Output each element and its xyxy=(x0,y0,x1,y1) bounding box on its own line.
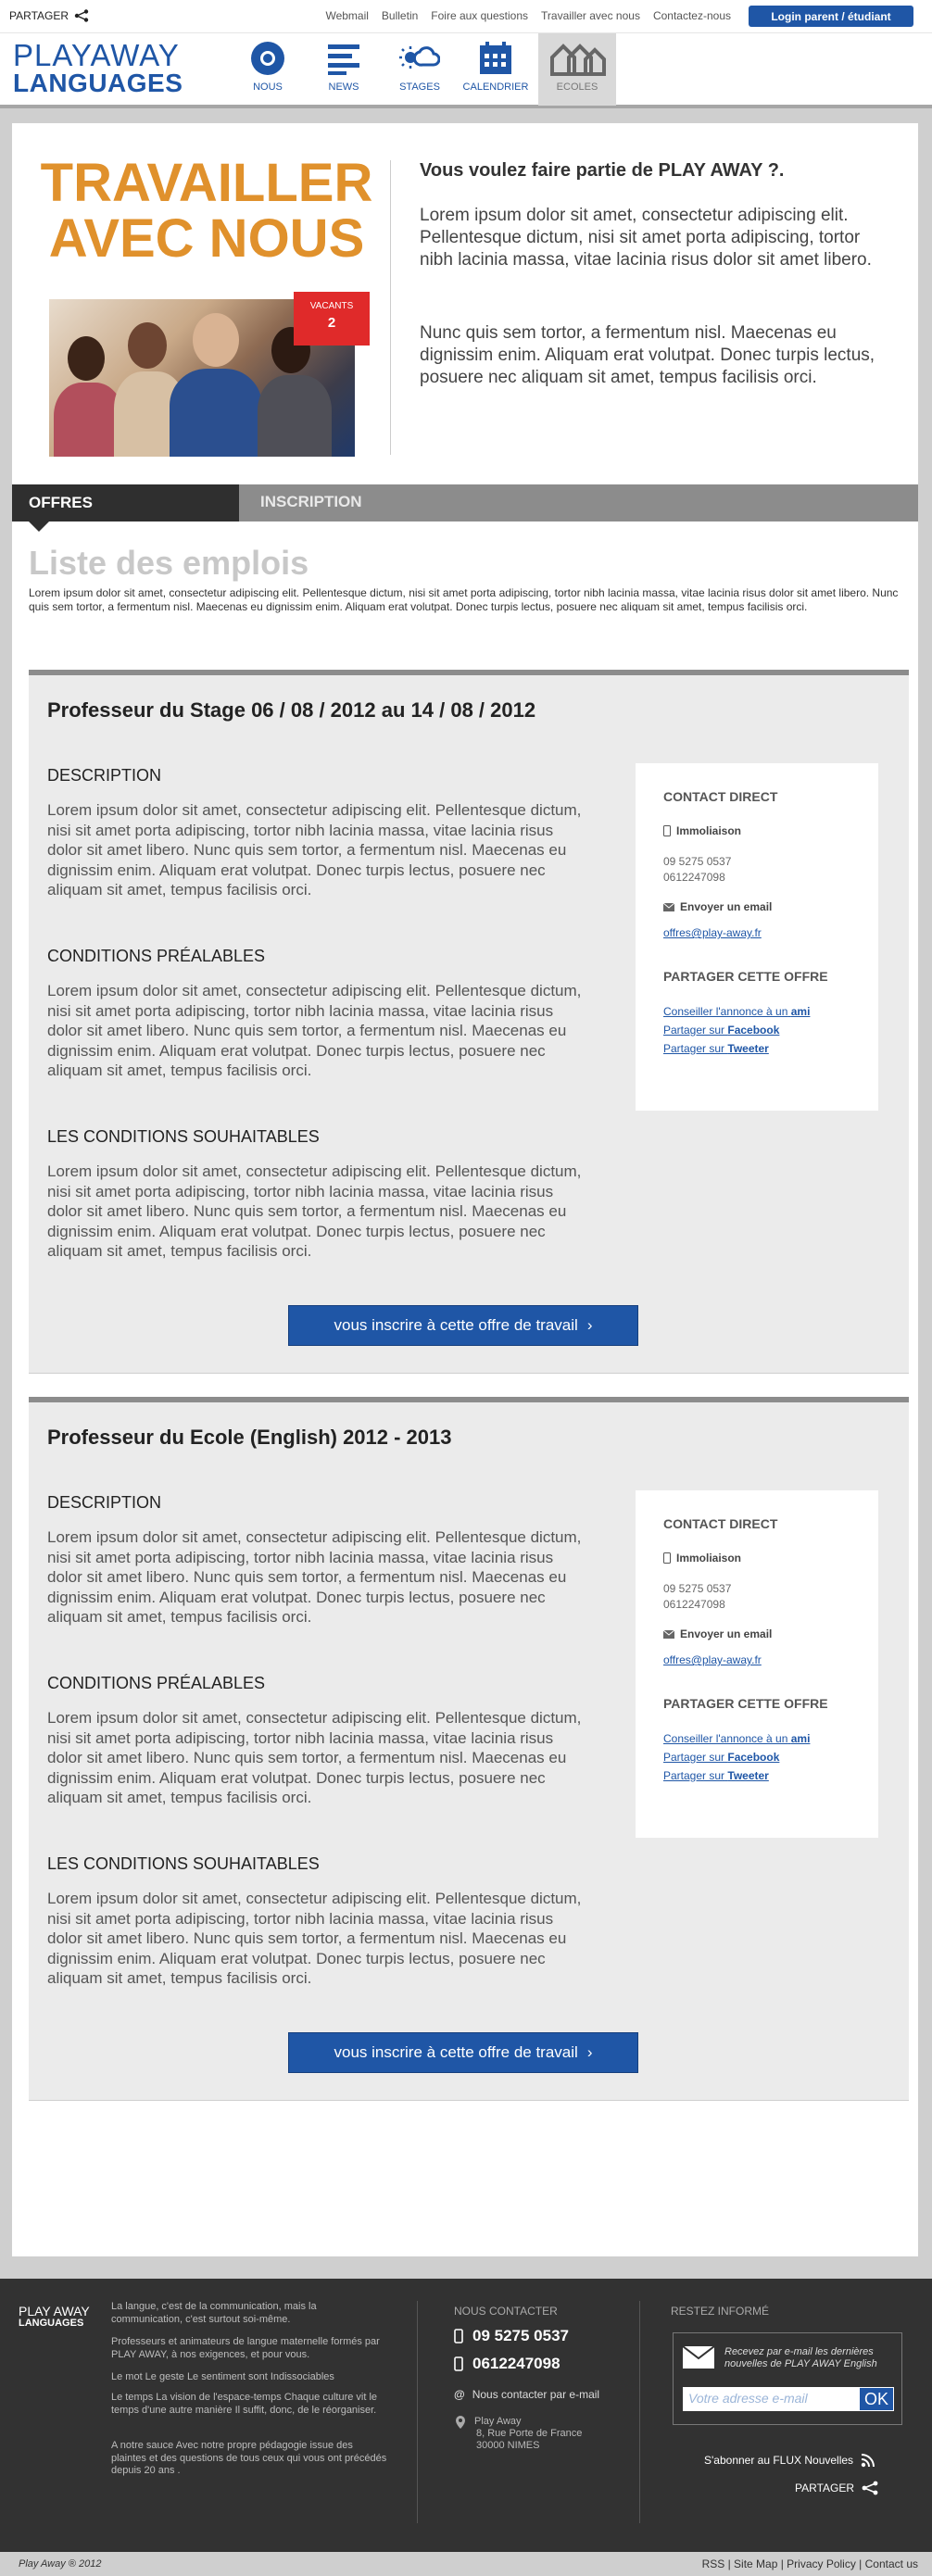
share-facebook-bold: Facebook xyxy=(727,1751,780,1764)
footer-logo-line1[interactable]: PLAY AWAY xyxy=(19,2304,90,2318)
bottom-bar xyxy=(0,2552,932,2576)
circle-icon xyxy=(250,41,285,76)
section-heading: DESCRIPTION xyxy=(47,766,162,785)
newsletter-box xyxy=(673,2332,902,2425)
nav-item-news[interactable] xyxy=(305,33,383,106)
contact-email-row xyxy=(663,1627,878,1640)
share-twitter-text: Partager sur xyxy=(663,1769,725,1782)
footer-phone-2-row xyxy=(454,2355,560,2373)
top-link-bulletin[interactable]: Bulletin xyxy=(381,9,419,22)
logo-line2[interactable]: LANGUAGES xyxy=(13,69,183,97)
share-facebook-link[interactable] xyxy=(663,1748,878,1766)
section-heading: LES CONDITIONS SOUHAITABLES xyxy=(47,1854,320,1873)
section-text: Lorem ipsum dolor sit amet, consectetur adipiscing elit. Pellentesque dictum, nisi sit amet porta adipiscing, tortor nibh lacinia massa, vitae lacinia risus dolor sit amet libero. Nunc quis sem tortor, a fermentum nisl. Maecenas eu dignissim enim. Aliquam erat volutpat. Donec turpis lectus, posuere nec aliquam sit amet, tempus facilisis orci. xyxy=(47,982,582,1079)
contact-phone-1: 09 5275 0537 xyxy=(663,1582,732,1595)
share-icon xyxy=(74,9,89,22)
footer-email-label: Nous contacter par e-mail xyxy=(472,2388,600,2401)
share-friend-link[interactable] xyxy=(663,1002,878,1021)
section-text: Lorem ipsum dolor sit amet, consectetur adipiscing elit. Pellentesque dictum, nisi sit amet porta adipiscing, tortor nibh lacinia massa, vitae lacinia risus dolor sit amet libero. Nunc quis sem tortor, a fermentum nisl. Maecenas eu dignissim enim. Aliquam erat volutpat. Donec turpis lectus, posuere nec aliquam sit amet, tempus facilisis orci. xyxy=(47,1709,582,1806)
footer-about-3: Le mot Le geste Le sentiment sont Indissociables xyxy=(111,2371,334,2382)
hero-title-line2: AVEC NOUS xyxy=(48,208,365,269)
list-icon xyxy=(326,41,361,76)
share-links xyxy=(663,1002,878,1058)
share-icon xyxy=(862,2481,878,2495)
section-text: Lorem ipsum dolor sit amet, consectetur adipiscing elit. Pellentesque dictum, nisi sit amet porta adipiscing, tortor nibh lacinia massa, vitae lacinia risus dolor sit amet libero. Nunc quis sem tortor, a fermentum nisl. Maecenas eu dignissim enim. Aliquam erat volutpat. Donec turpis lectus, posuere nec aliquam sit amet, tempus facilisis orci. xyxy=(47,801,582,898)
apply-button[interactable] xyxy=(288,2032,638,2073)
footer-share-label: PARTAGER xyxy=(795,2482,855,2494)
rss-icon xyxy=(861,2453,875,2468)
nav-label-stages: STAGES xyxy=(399,82,440,93)
contact-phone-1: 09 5275 0537 xyxy=(663,855,732,868)
contact-name: Immoliaison xyxy=(676,824,742,837)
mail-icon xyxy=(663,903,674,911)
top-link-contact[interactable]: Contactez-nous xyxy=(652,9,731,22)
apply-label: vous inscrire à cette offre de travail xyxy=(334,1316,578,1334)
section-heading: CONDITIONS PRÉALABLES xyxy=(47,947,266,965)
mobile-icon xyxy=(663,825,671,836)
section-text: Lorem ipsum dolor sit amet, consectetur adipiscing elit. Pellentesque dictum, nisi sit amet porta adipiscing, tortor nibh lacinia massa, vitae lacinia risus dolor sit amet libero. Nunc quis sem tortor, a fermentum nisl. Maecenas eu dignissim enim. Aliquam erat volutpat. Donec turpis lectus, posuere nec aliquam sit amet, tempus facilisis orci. xyxy=(47,1162,582,1260)
share-twitter-link[interactable] xyxy=(663,1039,878,1058)
tab-bar xyxy=(12,484,918,521)
list-title: Liste des emplois xyxy=(29,544,309,582)
footer-about-5: A notre sauce Avec notre propre pédagogie issue des plaintes et des questions de tous ceux qui vous ont précédés depuis 20 ans . xyxy=(111,2440,387,2476)
share-facebook-bold: Facebook xyxy=(727,1024,780,1037)
footer-about-4: Le temps La vision de l'espace-temps Chaque culture vit le temps d'une autre manière Il suffit, donc, de le réorganiser. xyxy=(111,2392,378,2416)
share-friend-bold: ami xyxy=(790,1005,811,1018)
nav-item-nous[interactable] xyxy=(229,33,307,106)
contact-name-row xyxy=(663,1552,878,1564)
footer-phone-1-row xyxy=(454,2327,569,2345)
address-line-3: 30000 NIMES xyxy=(476,2440,540,2451)
contact-email-row xyxy=(663,900,878,913)
apply-label: vous inscrire à cette offre de travail xyxy=(334,2043,578,2061)
top-link-webmail[interactable]: Webmail xyxy=(325,9,369,22)
bottom-links[interactable]: RSS | Site Map | Privacy Policy | Contact us xyxy=(701,2557,918,2570)
contact-heading: CONTACT DIRECT xyxy=(663,1516,778,1531)
tab-offres[interactable]: OFFRES xyxy=(12,484,239,521)
share-offer-heading: PARTAGER CETTE OFFRE xyxy=(663,1696,828,1711)
footer-share-button[interactable] xyxy=(795,2481,878,2495)
nav-label-calendrier: CALENDRIER xyxy=(462,82,529,93)
footer-address xyxy=(474,2416,582,2452)
contact-name: Immoliaison xyxy=(676,1552,742,1564)
share-facebook-text: Partager sur xyxy=(663,1024,725,1037)
footer-about-1: La langue, c'est de la communication, mais la communication, c'est surtout soi-même. xyxy=(111,2301,317,2325)
share-friend-text: Conseiller l'annonce à un xyxy=(663,1005,788,1018)
footer-phone-2: 0612247098 xyxy=(472,2355,560,2372)
job-title: Professeur du Stage 06 / 08 / 2012 au 14 / 08 / 2012 xyxy=(47,698,536,722)
list-description: Lorem ipsum dolor sit amet, consectetur adipiscing elit. Pellentesque dictum, nisi sit amet porta adipiscing, tortor nibh lacinia massa, vitae lacinia risus dolor sit amet libero. Nunc quis sem tortor, a fermentum nisl. Maecenas eu dignissim enim. Aliquam erat volutpat. Donec turpis lectus, posuere nec aliquam sit amet, tempus facilisis orci. xyxy=(29,586,899,613)
map-pin-icon xyxy=(456,2416,465,2429)
tab-inscription[interactable]: INSCRIPTION xyxy=(260,493,362,510)
newsletter-heading: RESTEZ INFORMÉ xyxy=(671,2305,770,2318)
contact-email-link[interactable]: offres@play-away.fr xyxy=(663,926,762,939)
hero-title xyxy=(35,153,378,269)
nav-item-ecoles[interactable] xyxy=(538,33,616,106)
contact-email-label: Envoyer un email xyxy=(680,1627,773,1640)
logo-line1[interactable]: PLAYAWAY xyxy=(13,38,180,72)
section-text: Lorem ipsum dolor sit amet, consectetur adipiscing elit. Pellentesque dictum, nisi sit amet porta adipiscing, tortor nibh lacinia massa, vitae lacinia risus dolor sit amet libero. Nunc quis sem tortor, a fermentum nisl. Maecenas eu dignissim enim. Aliquam erat volutpat. Donec turpis lectus, posuere nec aliquam sit amet, tempus facilisis orci. xyxy=(47,1890,582,1987)
contact-phone-2: 0612247098 xyxy=(663,871,725,884)
nav-label-news: NEWS xyxy=(328,82,359,93)
contact-phones xyxy=(663,854,878,886)
newsletter-text: Recevez par e-mail les dernières nouvelles de PLAY AWAY English xyxy=(724,2346,877,2369)
nav-item-stages[interactable] xyxy=(381,33,459,106)
chevron-right-icon: › xyxy=(586,1316,593,1334)
contact-phone-2: 0612247098 xyxy=(663,1598,725,1611)
mobile-icon xyxy=(454,2356,463,2371)
vacants-count: 2 xyxy=(327,315,336,331)
share-facebook-link[interactable] xyxy=(663,1021,878,1039)
mobile-icon xyxy=(663,1552,671,1564)
footer-logo-line2[interactable]: LANGUAGES xyxy=(19,2318,84,2329)
nav-label-ecoles: ECOLES xyxy=(556,82,598,93)
share-twitter-text: Partager sur xyxy=(663,1042,725,1055)
share-friend-text: Conseiller l'annonce à un xyxy=(663,1732,788,1745)
vacants-badge xyxy=(294,292,370,346)
footer-divider xyxy=(417,2301,418,2523)
contact-email-label: Envoyer un email xyxy=(680,900,773,913)
chevron-right-icon: › xyxy=(586,2043,593,2061)
section-text: Lorem ipsum dolor sit amet, consectetur adipiscing elit. Pellentesque dictum, nisi sit amet porta adipiscing, tortor nibh lacinia massa, vitae lacinia risus dolor sit amet libero. Nunc quis sem tortor, a fermentum nisl. Maecenas eu dignissim enim. Aliquam erat volutpat. Donec turpis lectus, posuere nec aliquam sit amet, tempus facilisis orci. xyxy=(47,1528,582,1626)
top-links xyxy=(319,9,737,22)
hero-question: Vous voulez faire partie de PLAY AWAY ?. xyxy=(420,160,785,181)
nav-item-calendrier[interactable] xyxy=(457,33,535,106)
newsletter-email-input[interactable]: Votre adresse e-mail xyxy=(683,2387,859,2411)
footer-email-link[interactable] xyxy=(454,2388,599,2401)
contact-heading: CONTACT DIRECT xyxy=(663,789,778,804)
newsletter-ok-button[interactable]: OK xyxy=(859,2387,894,2411)
contact-box xyxy=(636,763,878,1111)
mobile-icon xyxy=(454,2329,463,2344)
houses-icon xyxy=(548,41,606,76)
share-twitter-link[interactable] xyxy=(663,1766,878,1785)
hero-paragraph-2: Nunc quis sem tortor, a fermentum nisl. Maecenas eu dignissim enim. Aliquam erat volutpat. Donec turpis lectus, posuere nec aliquam sit amet, tempus facilisis orci. xyxy=(420,323,875,387)
share-twitter-bold: Tweeter xyxy=(727,1042,769,1055)
login-button[interactable]: Login parent / étudiant xyxy=(749,6,913,27)
main-panel xyxy=(12,123,918,2256)
section-heading: LES CONDITIONS SOUHAITABLES xyxy=(47,1127,320,1146)
section-heading: CONDITIONS PRÉALABLES xyxy=(47,1674,266,1692)
section-heading: DESCRIPTION xyxy=(47,1493,162,1512)
share-friend-bold: ami xyxy=(790,1732,811,1745)
apply-button[interactable] xyxy=(288,1305,638,1346)
tab-pointer-icon xyxy=(29,521,49,532)
contact-email-link[interactable]: offres@play-away.fr xyxy=(663,1653,762,1666)
top-link-faq[interactable]: Foire aux questions xyxy=(431,9,529,22)
contact-box xyxy=(636,1490,878,1838)
address-line-2: 8, Rue Porte de France xyxy=(476,2428,583,2439)
rss-subscribe-link[interactable] xyxy=(704,2453,875,2468)
share-offer-heading: PARTAGER CETTE OFFRE xyxy=(663,969,828,984)
share-friend-link[interactable] xyxy=(663,1729,878,1748)
share-links xyxy=(663,1729,878,1785)
footer-divider xyxy=(639,2301,640,2523)
top-link-jobs[interactable]: Travailler avec nous xyxy=(541,9,640,22)
hero-title-line1: TRAVAILLER xyxy=(40,153,373,213)
address-line-1: Play Away xyxy=(474,2416,522,2427)
envelope-icon xyxy=(683,2346,714,2369)
calendar-icon xyxy=(478,41,513,76)
contact-name-row xyxy=(663,824,878,837)
contact-phones xyxy=(663,1581,878,1613)
job-card xyxy=(29,1397,909,2101)
hero-divider xyxy=(390,160,391,455)
vacants-label: VACANTS xyxy=(309,301,354,311)
hero-paragraph-1: Lorem ipsum dolor sit amet, consectetur adipiscing elit. Pellentesque dictum, nisi sit amet porta adipiscing, tortor nibh lacinia massa, vitae lacinia risus dolor sit amet libero. xyxy=(420,206,872,270)
job-card xyxy=(29,670,909,1374)
job-title: Professeur du Ecole (English) 2012 - 2013 xyxy=(47,1426,452,1449)
at-icon: @ xyxy=(454,2388,465,2401)
site-header xyxy=(0,32,932,108)
share-button[interactable] xyxy=(9,9,89,22)
share-label: PARTAGER xyxy=(9,9,69,22)
footer-about-2: Professeurs et animateurs de langue maternelle formés par PLAY AWAY, à nos exigences, et pour vous. xyxy=(111,2336,380,2360)
footer-contact-heading: NOUS CONTACTER xyxy=(454,2305,558,2318)
top-bar xyxy=(0,0,932,32)
rss-label: S'abonner au FLUX Nouvelles xyxy=(704,2454,854,2467)
mail-icon xyxy=(663,1630,674,1639)
share-twitter-bold: Tweeter xyxy=(727,1769,769,1782)
footer-phone-1: 09 5275 0537 xyxy=(472,2327,569,2344)
weather-icon xyxy=(399,41,440,76)
nav-label-nous: NOUS xyxy=(253,82,283,93)
site-footer xyxy=(0,2279,932,2552)
copyright: Play Away ® 2012 xyxy=(19,2558,102,2570)
share-facebook-text: Partager sur xyxy=(663,1751,725,1764)
